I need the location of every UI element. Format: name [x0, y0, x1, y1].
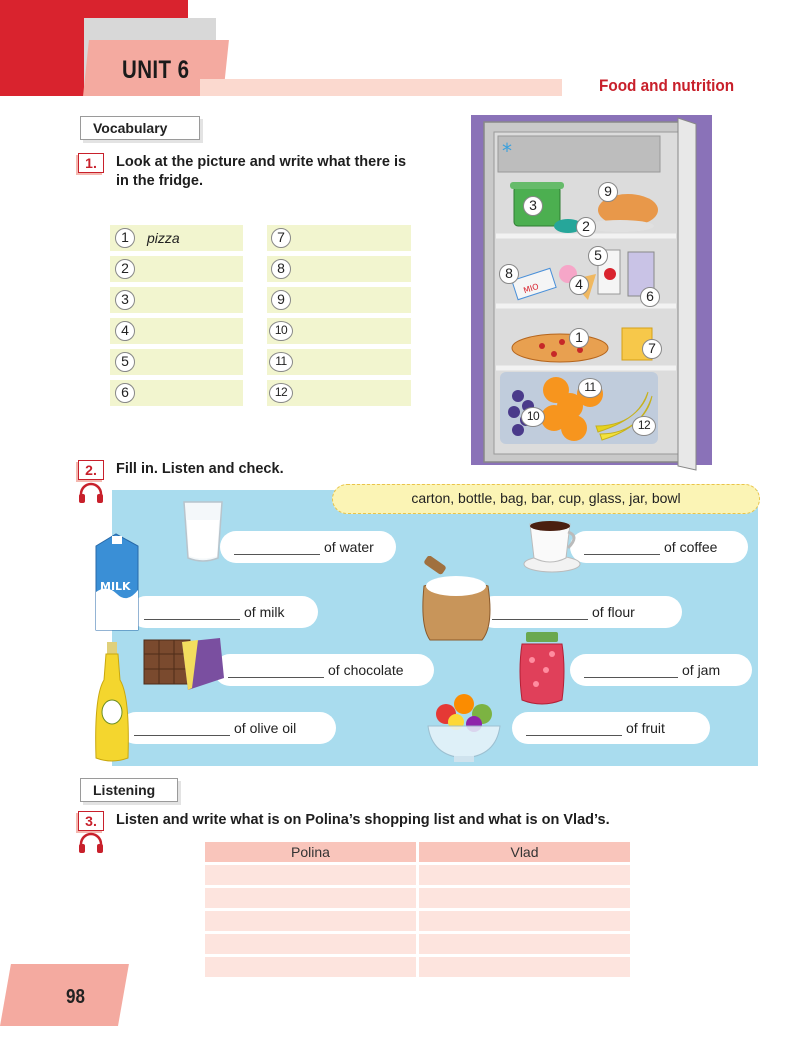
box-label-text: MIO — [522, 281, 540, 296]
vocab-number: 10 — [269, 321, 293, 341]
fridge-door — [678, 118, 696, 470]
vocab-row[interactable] — [267, 225, 411, 251]
phrase-water[interactable] — [220, 531, 396, 563]
page-number: 98 — [66, 986, 85, 1008]
vocabulary-label: Vocabulary — [80, 116, 200, 140]
phrase-fruit-text: of fruit — [626, 720, 665, 736]
table-cell[interactable] — [205, 865, 416, 885]
fridge-label: 6 — [640, 287, 660, 307]
table-cell[interactable] — [419, 888, 630, 908]
vocab-number: 4 — [115, 321, 135, 341]
vocab-row[interactable] — [110, 349, 243, 375]
milk-carton-label: MILK — [100, 580, 131, 593]
fridge-label: 3 — [523, 196, 543, 216]
vocab-number: 9 — [271, 290, 291, 310]
vocab-number: 2 — [115, 259, 135, 279]
exercise-1-instruction: Look at the picture and write what there is in the fridge. — [116, 154, 407, 189]
vocab-number: 8 — [271, 259, 291, 279]
phrase-olive-oil-text: of olive oil — [234, 720, 297, 736]
strawberry-icon — [604, 268, 616, 280]
phrase-olive-oil[interactable] — [120, 712, 336, 744]
exercise-2-instruction: Fill in. Listen and check. — [116, 461, 284, 477]
vocab-number: 1 — [115, 228, 135, 248]
column-header-polina: Polina — [205, 842, 416, 862]
exercise-1-number: 1. — [78, 153, 104, 173]
phrase-coffee[interactable] — [570, 531, 748, 563]
fridge-label: 12 — [632, 416, 656, 436]
pizza-icon — [512, 334, 608, 362]
headphones-icon — [77, 482, 105, 504]
table-cell[interactable] — [205, 934, 416, 954]
phrase-coffee-text: of coffee — [664, 539, 718, 555]
word-bank: carton, bottle, bag, bar, cup, glass, jar, bowl — [332, 484, 760, 514]
phrase-milk[interactable] — [130, 596, 318, 628]
bowl-of-fruit-icon — [424, 686, 504, 764]
exercise-3-number: 3. — [78, 811, 104, 831]
phrase-chocolate[interactable] — [214, 654, 434, 686]
phrase-fruit[interactable] — [512, 712, 710, 744]
headphones-icon — [77, 832, 105, 854]
exercise-3-instruction: Listen and write what is on Polina’s shopping list and what is on Vlad’s. — [116, 812, 610, 828]
unit-title: UNIT 6 — [122, 56, 190, 84]
bag-of-flour-icon — [416, 556, 496, 642]
glass-of-water-icon — [180, 500, 226, 564]
header-band — [200, 79, 562, 96]
fridge-label: 10 — [521, 407, 545, 427]
phrase-flour[interactable] — [478, 596, 682, 628]
vocab-number: 6 — [115, 383, 135, 403]
cup-of-coffee-icon — [522, 518, 582, 574]
vocab-row[interactable] — [267, 287, 411, 313]
table-cell[interactable] — [419, 911, 630, 931]
phrase-jam[interactable] — [570, 654, 752, 686]
vocab-row[interactable] — [110, 380, 243, 406]
fridge-label: 1 — [569, 328, 589, 348]
page-number-tab — [0, 964, 129, 1026]
vocab-row[interactable] — [267, 318, 411, 344]
fridge-label: 9 — [598, 182, 618, 202]
table-cell[interactable] — [205, 957, 416, 977]
fridge-label: 2 — [576, 217, 596, 237]
vocab-answer: pizza — [147, 230, 180, 246]
vocab-row[interactable] — [110, 287, 243, 313]
vocab-row[interactable] — [267, 349, 411, 375]
vocab-row[interactable] — [110, 318, 243, 344]
vocab-row[interactable] — [267, 256, 411, 282]
milk-carton-icon — [92, 532, 142, 632]
freezer-compartment — [498, 136, 660, 172]
fridge-label: 7 — [642, 339, 662, 359]
fridge-label: 5 — [588, 246, 608, 266]
fridge-illustration — [470, 114, 714, 474]
phrase-water-text: of water — [324, 539, 374, 555]
fridge-label: 11 — [578, 378, 602, 398]
snowflake-icon: * — [502, 139, 512, 163]
vocab-row[interactable] — [267, 380, 411, 406]
table-cell[interactable] — [205, 888, 416, 908]
plate-icon — [586, 220, 654, 232]
vocab-number: 7 — [271, 228, 291, 248]
listening-label: Listening — [80, 778, 178, 802]
grapes-icon — [512, 424, 524, 436]
phrase-flour-text: of flour — [592, 604, 635, 620]
vocab-number: 12 — [269, 383, 293, 403]
jar-of-jam-icon — [516, 630, 568, 706]
table-cell[interactable] — [419, 957, 630, 977]
fridge-label: 4 — [569, 275, 589, 295]
phrase-jam-text: of jam — [682, 662, 721, 678]
exercise-2-number: 2. — [78, 460, 104, 480]
vocab-row[interactable] — [110, 256, 243, 282]
topic-title: Food and nutrition — [599, 76, 735, 95]
vocab-number: 3 — [115, 290, 135, 310]
bottle-of-olive-oil-icon — [92, 640, 132, 764]
phrase-chocolate-text: of chocolate — [328, 662, 404, 678]
vocab-number: 5 — [115, 352, 135, 372]
table-cell[interactable] — [419, 865, 630, 885]
vocab-number: 11 — [269, 352, 293, 372]
column-header-vlad: Vlad — [419, 842, 630, 862]
phrase-milk-text: of milk — [244, 604, 285, 620]
fridge-label: 8 — [499, 264, 519, 284]
vocab-row[interactable] — [110, 225, 243, 251]
table-cell[interactable] — [419, 934, 630, 954]
pot-lid-icon — [510, 182, 564, 189]
bar-of-chocolate-icon — [142, 636, 228, 692]
table-cell[interactable] — [205, 911, 416, 931]
